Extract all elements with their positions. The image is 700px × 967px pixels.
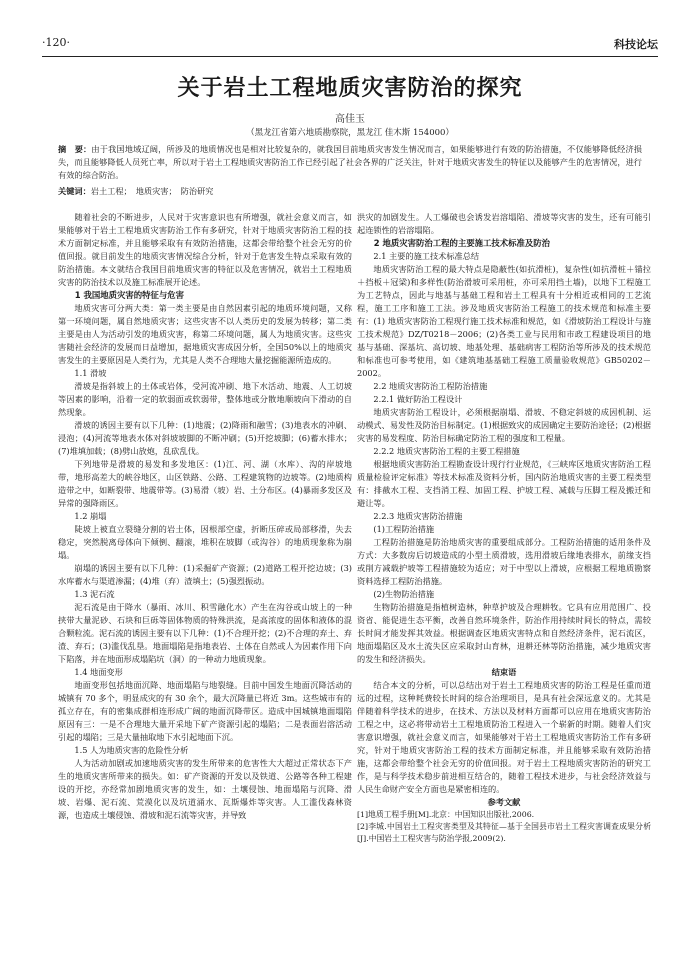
left-column [58, 211, 352, 951]
paragraph: 滑坡的诱因主要有以下几种：(1)地震；(2)降雨和融雪；(3)地表水的冲刷、浸泡；(4)河流等地表水体对斜坡坡脚的不断冲刷；(5)开挖坡脚；(6)蓄水排水；(7)堆填加载；(8)劈山放炮，乱砍乱伐。 [58, 420, 352, 456]
subsubsection-heading: 2.2.1 做好防治工程设计 [373, 394, 463, 404]
author: 高佳玉 [335, 114, 365, 125]
subsection-heading: 1.3 泥石流 [74, 589, 115, 599]
paragraph: 结合本文的分析，可以总结出对于岩土工程地质灾害的防治工程是任重而道远的过程，这种耗费较长时间的综合治理项目，是具有社会深远意义的。尤其是伴随着科学技术的进步，在技术、方法以及材料方面都可以应用在地质灾害防治工程之中，这必将带动岩土工程地质防治工程进入一个崭新的时期。随着人们灾害意识增强，就社会意义而言，如果能够对于岩土工程地质灾害防治工作有多研究，针对于地质灾害防治工程的技术方面制定标准，并且能够采取有效防治措施，这都会带给整个社会无穷的价值回报。对于岩土工程地质灾害防治的研究工作，是与科学技术稳步前进相互结合的，随着工程技术进步，与社会经济效益与人民生命财产安全方面也是紧密相连的。 [357, 680, 651, 794]
paragraph: 地面变形包括地面沉降、地面塌陷与地裂缝。目前中国发生地面沉降活动的城镇有 70 多个，明显成灾的有 30 余个，最大沉降量已将近 3m。这些城市有的孤立存在，有的密集成群相连形成广阔的地面沉降带区。造成中国城镇地面塌陷原因有三：一是不合理地大量开采地下矿产资源引起的塌陷；二是表面岩溶活动引起的塌陷；三是大量抽取地下水引起地面下沉。 [58, 680, 352, 742]
paragraph: 生物防治措施是指植树造林，种草护坡及合理耕牧。它具有应用范围广、投资省、能促进生态平衡，改善自然环境条件，防治作用持续时间长的特点，需较长时间才能发挥其效益。根据调查区地质灾害特点和自然经济条件，泥石流区，地面塌陷区及水土流失区应采取封山育林，退耕还林等防治措施，减少地质灾害的发生和经济损失。 [357, 602, 651, 664]
paragraph: 滑坡是指斜坡上的土体或岩体，受河流冲刷、地下水活动、地震、人工切坡等因素的影响，沿着一定的软弱面或软弱带，整体地或分散地顺坡向下滑动的自然现象。 [58, 381, 352, 417]
intro-paragraph: 随着社会的不断进步，人民对于灾害意识也有所增强，就社会意义而言，如果能够对于岩土工程地质灾害防治工作有多研究，针对于地质灾害防治工程的技术方面制定标准，并且能够采取有有效防治措施，这都会带给整个社会无穷的价值回报。就目前发生的地质灾害情况综合分析，针对于危害发生特点采取有效的防治措施。本文就结合我国目前地质灾害的特征以及危害情况，就岩土工程地质灾害的防治技术以及施工标准展开论述。 [58, 212, 352, 287]
article-title: 关于岩土工程地质灾害防治的探究 [177, 75, 523, 101]
journal-name: 科技论坛 [614, 38, 658, 51]
subsubsection-heading: 2.2.3 地质灾害防治措施 [373, 511, 463, 521]
section-heading: 2 地质灾害防治工程的主要施工技术标准及防治 [373, 238, 551, 248]
paragraph: 地质灾害防治工程的最大特点是隐蔽性(如抗滑桩)，复杂性(如抗滑桩＋锚拉＋挡板＋冠梁)和多样性(防治滑坡可采用桩，亦可采用挡土墙)，以地下工程施工为工艺特点，因此与地基与基础工程和岩土工程具有十分相近或相同的工艺流程，施工工序和施工工法。涉及地质灾害防治工程施工的技术规范和标准主要有：(1) 地质灾害防治工程现行施工技术标准和规范，如《滑坡防治工程设计与施工技术规范》DZ/T0218－2006；(2)各类工业与民用和市政工程建设项目的地基与基础、深基坑、高切坡、地基处理、基础病害工程防治等所涉及的技术规范和标准也可参考使用，如《建筑地基基础工程施工质量验收规范》GB50202－2002。 [357, 264, 651, 378]
subsubsection-heading: 2.2.2 地质灾害防治工程的主要工程措施 [373, 446, 520, 456]
page-header [42, 36, 658, 56]
reference-item: [2]李城.中国岩土工程灾害类型及其特征—基于全国县市岩土工程灾害调查成果分析[J].中国岩土工程灾害与防治学报,2009(2). [357, 822, 651, 843]
page-number: ·120· [42, 36, 70, 49]
paragraph: 地质灾害可分两大类：第一类主要是由自然因素引起的地质环境问题，又称第一环境问题，属自然地质灾害；这些灾害不以人类历史的发展为转移；第二类主要是由人为活动引发的地质灾害，称第二环境问题，属人为地质灾害。这些灾害随社会经济的发展而日益增加，据地质灾害成因分析，全国50%以上的地质灾害发生的主要原因是人类行为，尤其是人类不合理地大量挖掘能源所造成的。 [58, 303, 352, 365]
keyword: 防治研究 [180, 186, 214, 196]
paragraph: 崩塌的诱因主要有以下几种：(1)采掘矿产资源；(2)道路工程开挖边坡；(3)水库蓄水与渠道渗漏；(4)堆（弃）渣填土；(5)强烈振动。 [58, 563, 352, 586]
conclusion-heading: 结束语 [491, 667, 517, 677]
abstract [58, 143, 642, 183]
keywords [58, 185, 642, 198]
paragraph: 陡坡上被直立裂缝分割的岩土体，因根部空虚，折断压碎或局部移滑，失去稳定，突然脱离母体向下倾倒、翻滚，堆积在坡脚（或沟谷）的地质现象称为崩塌。 [58, 524, 352, 560]
subsection-heading: 1.4 地面变形 [74, 667, 123, 677]
abstract-text: 由于我国地域辽阔，所涉及的地质情况也是相对比较复杂的，就我国目前地质灾害发生情况而言，如果能够进行有效的防治措施，不仅能够降低经济损失，而且能够降低人员死亡率，所以对于岩土工程地质灾害防治工作已经引起了社会各界的广泛关注，针对于地质灾害发生的特征以及能够产生的危害情况，进行有效的综合防治。 [58, 144, 642, 181]
item-heading: (2)生物防治措施 [373, 589, 435, 599]
references-heading: 参考文献 [487, 797, 521, 807]
paragraph: 泥石流是由于降水（暴雨、冰川、积雪融化水）产生在沟谷或山坡上的一种挟带大量泥砂、石块和巨砾等固体物质的特殊洪流，是高浓度的固体和液体的混合颗粒流。泥石流的诱因主要有以下几种：(1)不合理开挖；(2)不合理的弃土、弃渣、弃石；(3)滥伐乱垦。地面塌陷是指地表岩、土体在自然或人为因素作用下向下陷落，并在地面形成塌陷坑（洞）的一种动力地质现象。 [58, 602, 352, 664]
paragraph: 洪灾的加剧发生。人工爆破也会诱发岩溶塌陷、滑坡等灾害的发生，还有可能引起连锁性的岩溶塌陷。 [357, 212, 651, 235]
subsection-heading: 1.1 滑坡 [74, 368, 107, 378]
paragraph: 工程防治措施是防治地质灾害的重要组成部分。工程防治措施的适用条件及方式：大多数房后切坡造成的小型土质滑坡，选用滑坡后缘地表排水，前缘支挡或削方减载护坡等工程措施较为适应；对于中型以上滑坡，应根据工程地质勘察资料选择工程防治措施。 [357, 537, 651, 586]
paragraph: 地质灾害防治工程设计，必须根据崩塌、滑坡、不稳定斜坡的成因机制、运动模式、易发性及防治目标制定。(1)根据致灾的成因确定主要防治途径；(2)根据灾害的易发程度、防治目标确定防治工程的强度和工程量。 [357, 407, 651, 443]
paragraph: 下列地带是滑坡的易发和多发地区：(1)江、河、湖（水库）、沟的岸坡地带，地形高差大的峡谷地区，山区铁路、公路、工程建筑物的边坡等。(2)地质构造带之中，如断裂带、地震带等。(3)易滑（坡）岩、土分布区。(4)暴雨多发区及异常的强降雨区。 [58, 459, 352, 508]
keyword: 地质灾害； [135, 186, 177, 196]
header-rule [42, 56, 658, 57]
section-heading: 1 我国地质灾害的特征与危害 [74, 290, 185, 300]
keywords-label: 关键词： [58, 186, 91, 196]
reference-item: [1]地质工程手册[M].北京：中国知识出版社,2006. [357, 810, 535, 819]
subsection-heading: 1.5 人为地质灾害的危险性分析 [74, 745, 189, 755]
paragraph: 根据地质灾害防治工程勘查设计现行行业规范，《三峡库区地质灾害防治工程质量检验评定标准》等技术标准及资料分析，国内防治地质灾害的主要工程类型有：排截水工程、支挡消工程、加固工程、护坡工程、减载与压脚工程及搬迁和避让等。 [357, 459, 651, 508]
subsection-heading: 2.1 主要的施工技术标准总结 [373, 251, 480, 261]
affiliation: （黑龙江省第六地质勘察院，黑龙江 佳木斯 154000） [246, 128, 454, 138]
right-column [357, 211, 651, 951]
abstract-label: 摘 要： [58, 144, 92, 154]
item-heading: (1)工程防治措施 [373, 524, 435, 534]
subsection-heading: 1.2 崩塌 [74, 511, 107, 521]
subsection-heading: 2.2 地质灾害防治工程防治措施 [373, 381, 488, 391]
keyword: 岩土工程； [90, 186, 132, 196]
paragraph: 人为活动加剧或加速地质灾害的发生所带来的危害性大大超过正常状态下产生的地质灾害所带来的损失。如：矿产资源的开发以及铁道、公路等各种工程建设的开挖，亦经常加剧地质灾害的发生，如：土壤侵蚀、地面塌陷与沉降、滑坡、岩爆、泥石流、荒漠化以及坑道涌水、瓦斯爆炸等灾害。人工滥伐森林资源，也造成土壤侵蚀、滑坡和泥石流等灾害，并导致 [58, 758, 352, 820]
